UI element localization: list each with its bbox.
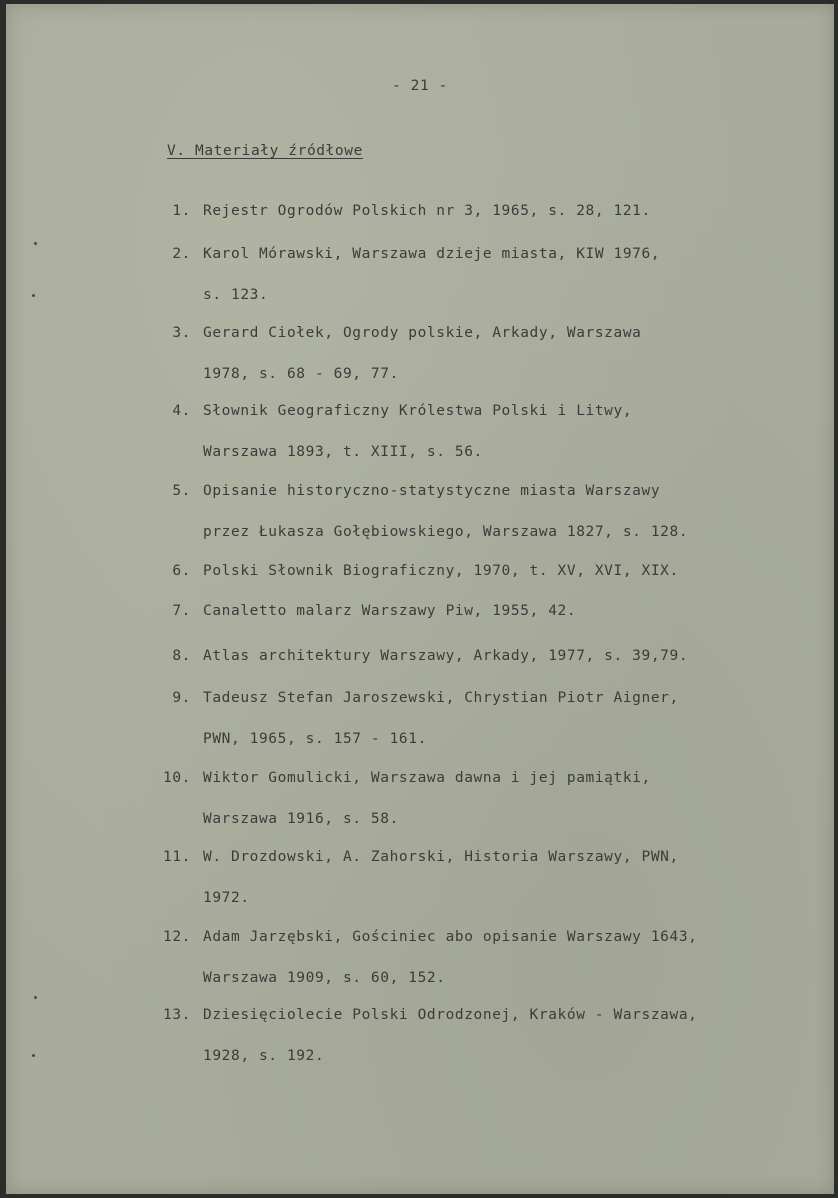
entry-line: Polski Słownik Biograficzny, 1970, t. XV, XVI, XIX. (203, 563, 679, 579)
entry-line: Słownik Geograficzny Królestwa Polski i Litwy, (203, 403, 633, 419)
entry-line: s. 123. (203, 287, 269, 303)
entry-line: Wiktor Gomulicki, Warszawa dawna i jej pamiątki, (203, 770, 651, 786)
entry-number: 8. (172, 648, 191, 664)
entry-number: 7. (172, 603, 191, 619)
section-heading: V. Materiały źródłowe (167, 143, 363, 159)
entry-line: Dziesięciolecie Polski Odrodzonej, Kraków - Warszawa, (203, 1007, 698, 1023)
entry-line: 1972. (203, 890, 250, 906)
entry-number: 2. (172, 246, 191, 262)
entry-line: Canaletto malarz Warszawy Piw, 1955, 42. (203, 603, 577, 619)
entry-line: przez Łukasza Gołębiowskiego, Warszawa 1827, s. 128. (203, 524, 689, 540)
entry-number: 5. (172, 483, 191, 499)
entry-number: 13. (163, 1007, 191, 1023)
entry-line: Atlas architektury Warszawy, Arkady, 1977, s. 39,79. (203, 648, 689, 664)
entry-line: W. Drozdowski, A. Zahorski, Historia Warszawy, PWN, (203, 849, 679, 865)
entry-number: 11. (163, 849, 191, 865)
margin-speck (32, 1054, 35, 1057)
entry-number: 12. (163, 929, 191, 945)
entry-line: Opisanie historyczno-statystyczne miasta Warszawy (203, 483, 661, 499)
entry-line: Tadeusz Stefan Jaroszewski, Chrystian Piotr Aigner, (203, 690, 679, 706)
margin-speck (32, 294, 35, 297)
margin-speck (34, 242, 37, 245)
margin-speck (34, 996, 37, 999)
entry-line: Warszawa 1909, s. 60, 152. (203, 970, 446, 986)
entry-line: 1978, s. 68 - 69, 77. (203, 366, 399, 382)
entry-number: 4. (172, 403, 191, 419)
entry-number: 3. (172, 325, 191, 341)
entry-line: Warszawa 1893, t. XIII, s. 56. (203, 444, 483, 460)
entry-line: Gerard Ciołek, Ogrody polskie, Arkady, Warszawa (203, 325, 642, 341)
entry-line: Karol Mórawski, Warszawa dzieje miasta, KIW 1976, (203, 246, 661, 262)
entry-number: 10. (163, 770, 191, 786)
entry-line: Adam Jarzębski, Gościniec abo opisanie Warszawy 1643, (203, 929, 698, 945)
entry-line: PWN, 1965, s. 157 - 161. (203, 731, 427, 747)
entry-line: Warszawa 1916, s. 58. (203, 811, 399, 827)
page-number: - 21 - (392, 78, 448, 94)
entry-number: 9. (172, 690, 191, 706)
entry-number: 1. (172, 203, 191, 219)
entry-number: 6. (172, 563, 191, 579)
entry-line: 1928, s. 192. (203, 1048, 325, 1064)
entry-line: Rejestr Ogrodów Polskich nr 3, 1965, s. 28, 121. (203, 203, 651, 219)
